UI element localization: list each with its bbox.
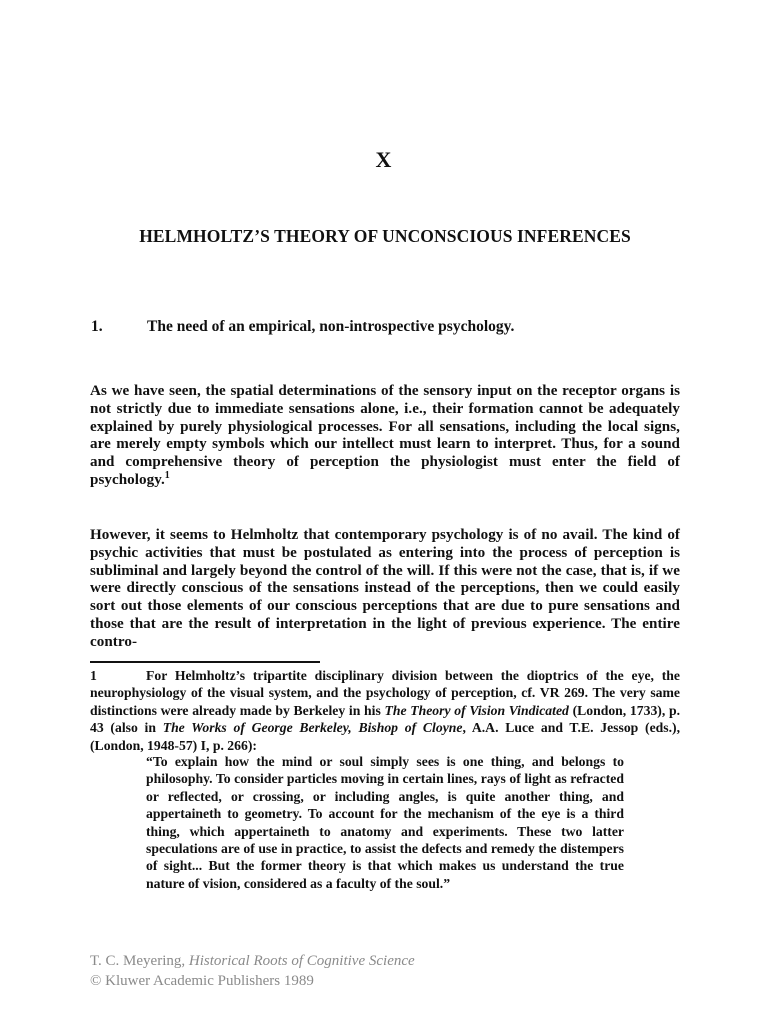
- footnote-reference: 1: [164, 469, 170, 481]
- chapter-title: HELMHOLTZ’S THEORY OF UNCONSCIOUS INFERENCES: [139, 226, 631, 246]
- publisher-credit: [90, 951, 415, 991]
- paragraph-text: However, it seems to Helmholtz that contemporary psychology is of no avail. The kind of psychic activities that must be postulated as entering into the process of perception is subliminal and largely beyond the control of the will. If this were not the case, that is, if we were directly conscious of the sensations instead of the perceptions, then we could easily sort out those elements of our conscious perceptions that are due to pure sensations and those that are the result of interpretation in the light of previous experience. The entire contro-: [90, 527, 680, 650]
- copyright-notice: © Kluwer Academic Publishers 1989: [90, 973, 314, 989]
- chapter-number: X: [375, 147, 393, 172]
- body-paragraph: [90, 383, 680, 490]
- section-number: 1.: [91, 318, 103, 335]
- book-title: Historical Roots of Cognitive Science: [188, 953, 415, 969]
- paragraph-text: As we have seen, the spatial determinations of the sensory input on the receptor organs is not strictly due to immediate sensations alone, i.e., their formation cannot be adequately explained by purely physiological processes. For all sensations, including the local signs, are merely empty symbols which our intellect must learn to interpret. Thus, for a sound and comprehensive theory of perception the physiologist must enter the field of psychology.: [90, 383, 680, 488]
- footnote: [90, 667, 680, 754]
- footnote-text: , A.A. Luce and T.E. Jessop (eds.), (London, 1948-57) I, p. 266):: [90, 720, 680, 753]
- book-citation: [90, 951, 415, 971]
- author-name: T. C. Meyering,: [90, 953, 189, 969]
- footnote-divider: [90, 661, 320, 663]
- footnote-quotation: “To explain how the mind or soul simply sees is one thing, and belongs to philosophy. To consider particles moving in certain lines, rays of light as refracted or reflected, or crossing, or including angles, is quite another thing, and appertaineth to geometry. To account for the mechanism of the eye is a third thing, which appertaineth to anatomy and experiments. These two latter speculations are of use in practice, to assist the defects and remedy the distempers of sight... But the former theory is that which makes us understand the true nature of vision, considered as a faculty of the soul.”: [146, 754, 624, 891]
- footnote-text: (London, 1733), p. 43 (also in: [90, 702, 680, 736]
- body-paragraph: [90, 527, 680, 652]
- section-heading: [91, 318, 514, 336]
- footnote-number: 1: [90, 668, 97, 683]
- footnote-text: For Helmholtz’s tripartite disciplinary division between the dioptrics of the eye, the neurophysiology of the visual system, and the psychology of perception, cf. VR 269. The very same distinctions were already made by Berkeley in his: [90, 668, 680, 718]
- cited-title: The Theory of Vision Vindicated: [384, 702, 569, 718]
- section-title: The need of an empirical, non-introspective psychology.: [147, 318, 515, 335]
- cited-title: The Works of George Berkeley, Bishop of Cloyne: [162, 720, 463, 736]
